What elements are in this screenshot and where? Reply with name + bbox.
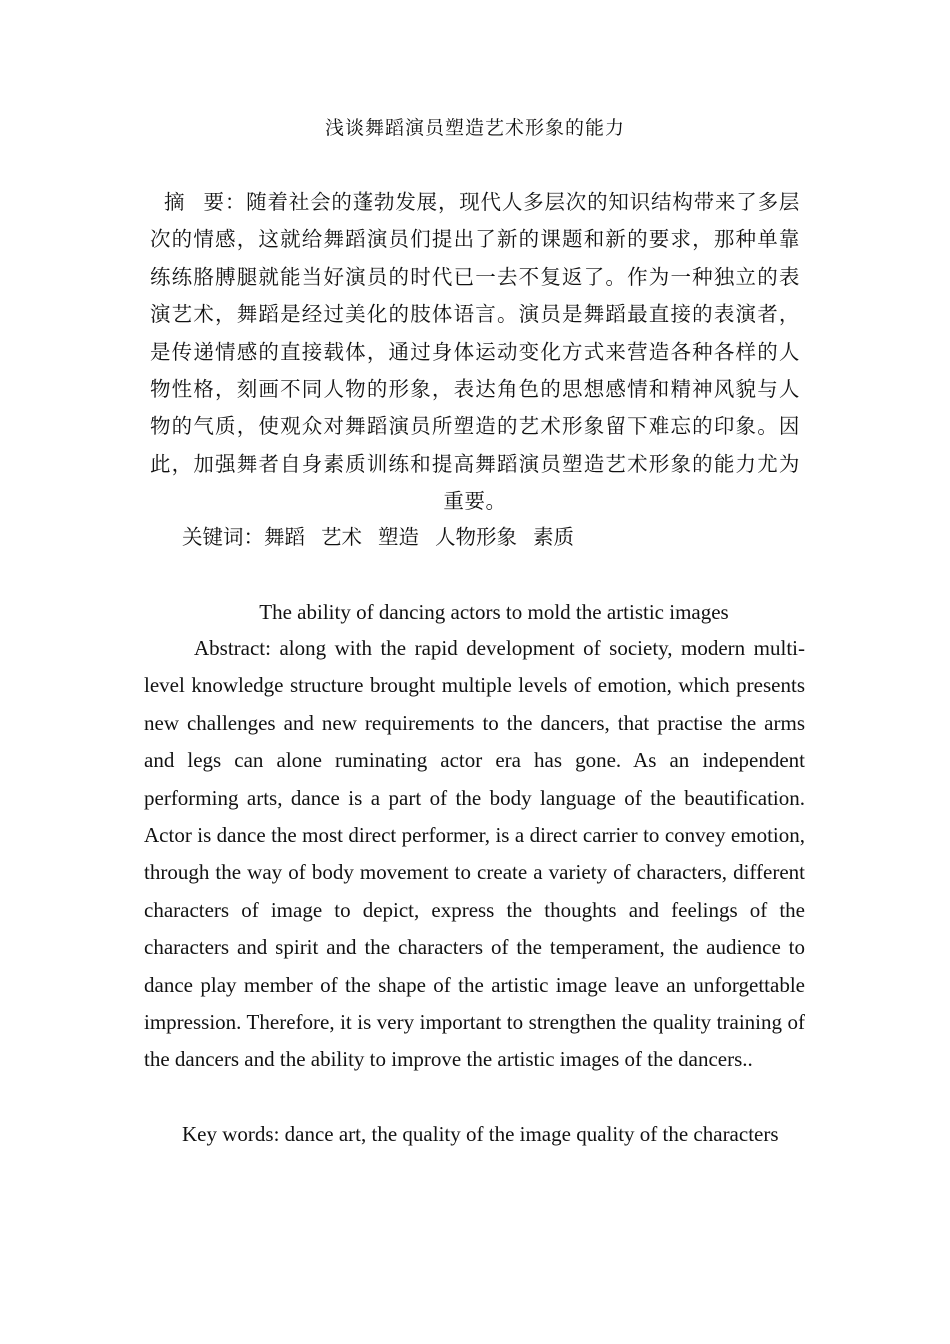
keyword: 舞蹈 [264,525,305,549]
abstract-label-char-1: 摘 [164,190,186,214]
keyword: 塑造 [378,525,419,549]
english-keywords: Key words: dance art, the quality of the image quality of the characters [182,1122,779,1146]
keyword: 人物形象 [435,525,517,549]
chinese-title: 浅谈舞蹈演员塑造艺术形象的能力 [324,117,625,139]
abstract-label-char-2: 要： [203,190,247,214]
keyword: 素质 [533,525,574,549]
chinese-abstract [150,184,800,521]
keyword: 艺术 [321,525,362,549]
chinese-keywords-label: 关键词： [182,525,264,549]
chinese-keywords [182,519,590,556]
english-title: The ability of dancing actors to mold the artistic images [259,600,729,624]
english-abstract: Abstract: along with the rapid development of society, modern multi-level knowledge structure brought multiple levels of emotion, which presents new challenges and new requirements to the dancers, that practise the arms and legs can alone ruminating actor era has gone. As an independent performing arts, dance is a part of the body language of the beautification. Actor is dance the most direct performer, is a direct carrier to convey emotion, through the way of body movement to create a variety of characters, different characters of image to depict, express the thoughts and feelings of the characters and spirit and the characters of the temperament, the audience to dance play member of the shape of the artistic image leave an unforgettable impression. Therefore, it is very important to strengthen the quality training of the dancers and the ability to improve the artistic images of the dancers.. [144,636,805,1072]
chinese-abstract-text: 随着社会的蓬勃发展，现代人多层次的知识结构带来了多层次的情感，这就给舞蹈演员们提出了新的课题和新的要求，那种单靠练练胳膊腿就能当好演员的时代已一去不复返了。作为一种独立的表演艺术，舞蹈是经过美化的肢体语言。演员是舞蹈最直接的表演者，是传递情感的直接载体，通过身体运动变化方式来营造各种各样的人物性格，刻画不同人物的形象，表达角色的思想感情和精神风貌与人物的气质，使观众对舞蹈演员所塑造的艺术形象留下难忘的印象。因此，加强舞者自身素质训练和提高舞蹈演员塑造艺术形象的能力尤为重要。 [150,190,800,514]
